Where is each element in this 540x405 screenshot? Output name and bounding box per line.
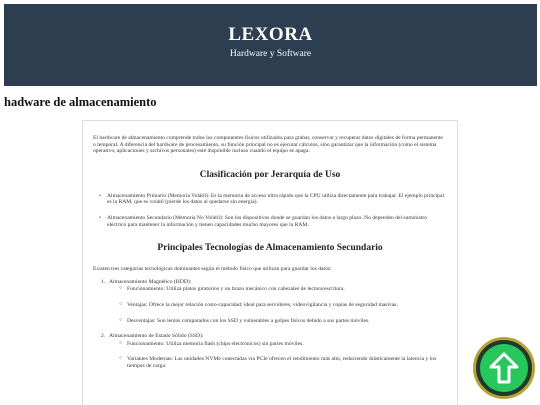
technology-item: [101, 279, 447, 324]
technology-title: Almacenamiento de Estado Sólido (SSD):: [109, 333, 204, 340]
item-number: 1.: [101, 278, 106, 285]
section-heading-hierarchy: Clasificación por Jerarquía de Uso: [199, 169, 341, 180]
list-item: ○ Funcionamiento: Utiliza platos giratorios y un brazo mecánico con cabezales de lectura/escritura.: [119, 286, 447, 293]
list-item: ○ Desventajas: Son lentos comparados con los SSD y vulnerables a golpes físicos debido a sus partes móviles.: [119, 318, 447, 325]
technology-item: [101, 333, 447, 369]
technology-points: [119, 341, 447, 370]
list-item: • Almacenamiento Primario (Memoria Volátil): Es la memoria de acceso ultra rápido que la CPU utiliza directamente para trabajar. El ejemplo principal es la RAM, que es volátil (pierde los datos al quedarse sin energía).: [99, 193, 447, 206]
list-item: ○ Funcionamiento: Utiliza memoria flash (chips electrónicos) sin partes móviles.: [119, 341, 447, 348]
site-header: [4, 4, 537, 86]
site-tagline: Hardware y Software: [229, 49, 312, 59]
hierarchy-list: [99, 193, 447, 228]
technology-points: [119, 286, 447, 324]
technology-title: Almacenamiento Magnético (HDD):: [109, 278, 192, 285]
technologies-list: [101, 279, 447, 370]
technologies-intro: Existen tres categorías tecnológicas dominantes según el método físico que utilizan para guardar los datos:: [93, 266, 332, 273]
item-number: 2.: [101, 333, 106, 340]
list-item: • Almacenamiento Secundario (Memoria No Volátil): Son los dispositivos donde se guardan los datos a largo plazo. No dependen del suministro eléctrico para mantener la información y tienen capacidades mucho mayores que la RAM.: [99, 215, 447, 228]
page-title: hadware de almacenamiento: [4, 95, 157, 109]
article-content: [82, 120, 458, 405]
intro-paragraph: El hardware de almacenamiento comprende todos los componentes físicos utilizados para grabar, conservar y recuperar datos digitales de forma permanente o temporal. A diferencia del hardware de procesamiento, su función principal no es ejecutar cálculos, sino garantizar que la información (como el sistema operativo, aplicaciones y archivos personales) esté disponible incluso cuando el equipo se apaga.: [93, 135, 443, 155]
list-item: ○ Variantes Modernas: Las unidades NVMe conectadas vía PCIe ofrecen el rendimiento más alto, reduciendo drásticamente la latencia y los tiempos de carga.: [119, 356, 447, 369]
section-heading-technologies: Principales Tecnologías de Almacenamiento Secundario: [157, 243, 383, 254]
scroll-to-top-inner[interactable]: [480, 344, 528, 392]
arrow-up-icon: [489, 352, 519, 384]
list-item: ○ Ventajas: Ofrece la mejor relación costo-capacidad; ideal para servidores, videovigilancia y copias de seguridad masivas.: [119, 302, 447, 309]
scroll-to-top-button[interactable]: [473, 337, 535, 399]
site-brand[interactable]: LEXORA: [228, 24, 313, 45]
